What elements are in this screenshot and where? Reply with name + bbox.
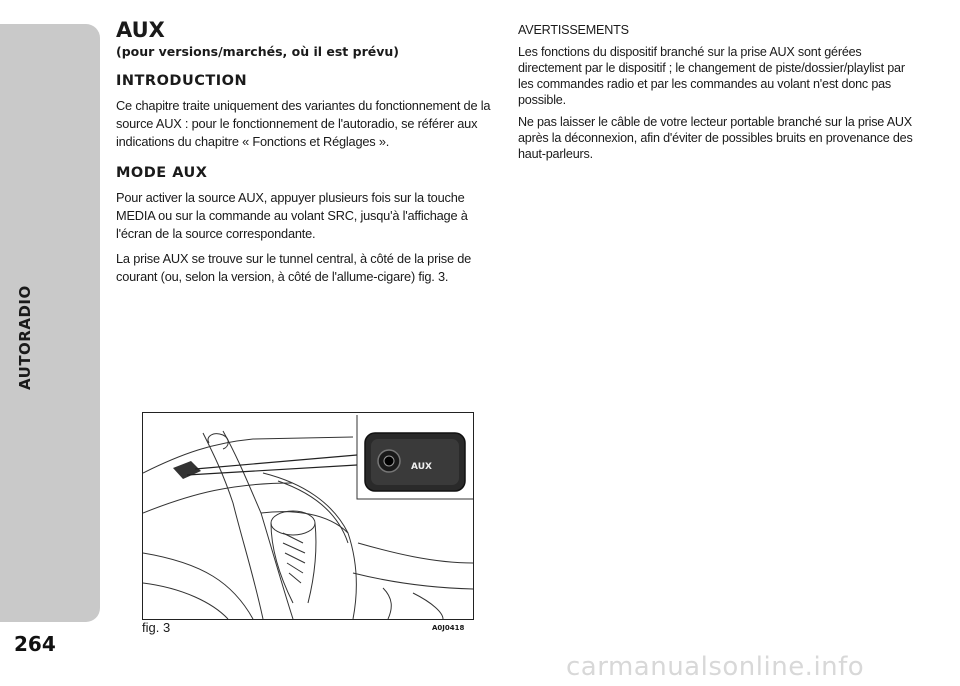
page-subtitle: (pour versions/marchés, où il est prévu) (116, 44, 399, 59)
aux-socket-label: AUX (411, 462, 432, 472)
chapter-side-tab (0, 24, 100, 622)
mode-aux-paragraph-2: La prise AUX se trouve sur le tunnel central, à côté de la prise de courant (ou, selon la version, à côté de l'allume-cigare) fig. 3. (116, 251, 472, 284)
introduction-paragraph: Ce chapitre traite uniquement des variantes du fonctionnement de la source AUX : pour le fonctionnement de l'autoradio, se référer aux indications du chapitre « Fonctions et Réglages ». (116, 98, 491, 149)
figure-caption: fig. 3 (142, 620, 171, 635)
chapter-title: AUTORADIO (16, 285, 34, 390)
page-title: AUX (116, 18, 165, 42)
left-column (116, 18, 494, 293)
warnings-paragraph-1: Les fonctions du dispositif branché sur la prise AUX sont gérées directement par le dispositif ; le changement de piste/dossier/playlist par les commandes radio et par les commandes au volant n'est donc pas possible. (518, 45, 905, 107)
watermark: carmanualsonline.info (566, 652, 865, 682)
section-heading-mode-aux: MODE AUX (116, 165, 208, 181)
figure-code: A0J0418 (432, 624, 465, 632)
right-column (518, 22, 918, 168)
mode-aux-paragraph-1: Pour activer la source AUX, appuyer plusieurs fois sur la touche MEDIA ou sur la commande au volant SRC, jusqu'à l'affichage à l'écran de la source correspondante. (116, 190, 468, 241)
warnings-heading: AVERTISSEMENTS (518, 23, 629, 37)
section-heading-introduction: INTRODUCTION (116, 73, 248, 89)
center-console-drawing (143, 413, 473, 619)
figure-aux-socket-illustration (142, 412, 474, 620)
warnings-paragraph-2: Ne pas laisser le câble de votre lecteur portable branché sur la prise AUX après la déconnexion, afin d'éviter de possibles bruits en provenance des haut-parleurs. (518, 115, 913, 161)
page-number: 264 (14, 632, 56, 656)
